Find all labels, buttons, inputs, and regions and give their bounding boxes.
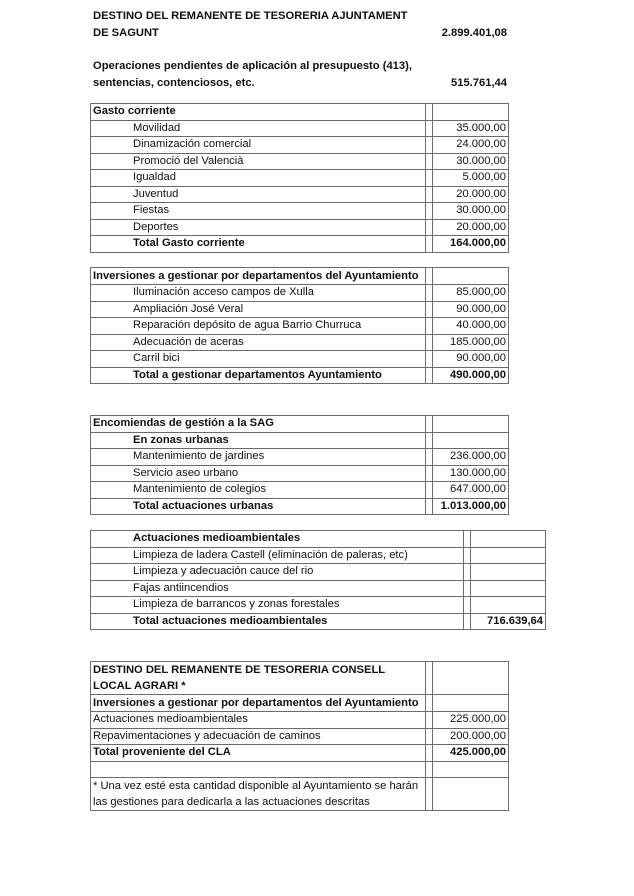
table-row [91, 547, 546, 564]
item-amount: 225.000,00 [433, 712, 509, 729]
table-row [91, 531, 546, 548]
table-row [91, 334, 509, 351]
item-label: Fajas antiincendios [91, 580, 464, 597]
item-label: Movilidad [91, 120, 426, 137]
total-label: Total proveniente del CLA [91, 745, 426, 762]
item-amount: 30.000,00 [433, 153, 509, 170]
item-label: Actuaciones medioambientales [91, 712, 426, 729]
item-amount [471, 597, 546, 614]
inversiones-table [90, 267, 509, 384]
footnote: * Una vez esté esta cantidad disponible al Ayuntamiento se harán las gestiones para dedicarla a las actuaciones descritas [91, 778, 426, 811]
item-label: Igualdad [91, 170, 426, 187]
item-label: Promoció del Valencià [91, 153, 426, 170]
total-amount: 716.639,64 [471, 613, 546, 630]
item-amount: 24.000,00 [433, 137, 509, 154]
table-row [91, 482, 509, 499]
table-row [91, 564, 546, 581]
item-label: Limpieza y adecuación cauce del rio [91, 564, 464, 581]
item-label: Dinamización comercial [91, 137, 426, 154]
table-row [91, 580, 546, 597]
table-row [91, 728, 509, 745]
total-row [91, 236, 509, 253]
item-label: Mantenimiento de colegios [91, 482, 426, 499]
item-label: Juventud [91, 186, 426, 203]
medioambientales-table [90, 530, 546, 630]
item-amount: 20.000,00 [433, 219, 509, 236]
total-amount: 490.000,00 [433, 367, 509, 384]
table-row [91, 104, 509, 121]
section-heading: Encomiendas de gestión a la SAG [91, 416, 426, 433]
section-subheading: En zonas urbanas [91, 432, 426, 449]
item-amount: 185.000,00 [433, 334, 509, 351]
section-heading: DESTINO DEL REMANENTE DE TESORERIA CONSELL LOCAL AGRARI * [91, 662, 426, 695]
table-row [91, 170, 509, 187]
item-label: Carril bici [91, 351, 426, 368]
item-label: Limpieza de barrancos y zonas forestales [91, 597, 464, 614]
total-amount: 1.013.000,00 [433, 498, 509, 515]
item-amount [471, 547, 546, 564]
total-amount: 425.000,00 [433, 745, 509, 762]
empty-row [91, 761, 509, 778]
gasto-corriente-table [90, 103, 509, 253]
table-row [91, 465, 509, 482]
item-amount: 236.000,00 [433, 449, 509, 466]
cla-table [90, 661, 509, 811]
table-row [91, 268, 509, 285]
item-amount: 90.000,00 [433, 301, 509, 318]
item-amount: 200.000,00 [433, 728, 509, 745]
operaciones-block [93, 58, 509, 91]
total-row [91, 498, 509, 515]
item-amount: 30.000,00 [433, 203, 509, 220]
item-label: Deportes [91, 219, 426, 236]
table-row [91, 695, 509, 712]
item-amount: 5.000,00 [433, 170, 509, 187]
item-amount: 20.000,00 [433, 186, 509, 203]
item-label: Iluminación acceso campos de Xulla [91, 285, 426, 302]
total-row [91, 745, 509, 762]
item-amount [471, 580, 546, 597]
table-row [91, 449, 509, 466]
total-label: Total actuaciones medioambientales [91, 613, 464, 630]
total-label: Total a gestionar departamentos Ayuntamiento [91, 367, 426, 384]
table-row [91, 318, 509, 335]
main-title-block [93, 8, 509, 41]
item-label: Reparación depósito de agua Barrio Churruca [91, 318, 426, 335]
table-row [91, 432, 509, 449]
table-row [91, 219, 509, 236]
item-amount: 647.000,00 [433, 482, 509, 499]
table-row [91, 285, 509, 302]
item-label: Mantenimiento de jardines [91, 449, 426, 466]
table-row [91, 203, 509, 220]
section-heading: Gasto corriente [91, 104, 426, 121]
total-row [91, 367, 509, 384]
total-label: Total Gasto corriente [91, 236, 426, 253]
section-subheading: Inversiones a gestionar por departamentos del Ayuntamiento [91, 695, 426, 712]
item-amount [471, 564, 546, 581]
table-row [91, 662, 509, 695]
table-row [91, 301, 509, 318]
item-label: Fiestas [91, 203, 426, 220]
section-heading: Inversiones a gestionar por departamentos del Ayuntamiento [91, 268, 426, 285]
table-row [91, 351, 509, 368]
operaciones-amount: 515.761,44 [451, 76, 507, 89]
item-label: Ampliación José Veral [91, 301, 426, 318]
main-title: DESTINO DEL REMANENTE DE TESORERIA AJUNTAMENT DE SAGUNT [93, 10, 408, 39]
footnote-row [91, 778, 509, 811]
total-amount: 164.000,00 [433, 236, 509, 253]
item-label: Servicio aseo urbano [91, 465, 426, 482]
item-amount: 90.000,00 [433, 351, 509, 368]
table-row [91, 120, 509, 137]
total-row [91, 613, 546, 630]
table-row [91, 597, 546, 614]
item-amount: 35.000,00 [433, 120, 509, 137]
operaciones-label: Operaciones pendientes de aplicación al presupuesto (413), sentencias, contenciosos, etc. [93, 60, 412, 89]
table-row [91, 416, 509, 433]
total-label: Total actuaciones urbanas [91, 498, 426, 515]
item-amount: 130.000,00 [433, 465, 509, 482]
main-title-amount: 2.899.401,08 [441, 26, 507, 39]
item-amount: 85.000,00 [433, 285, 509, 302]
encomiendas-table [90, 415, 509, 515]
item-amount: 40.000,00 [433, 318, 509, 335]
table-row [91, 186, 509, 203]
section-heading: Actuaciones medioambientales [91, 531, 464, 548]
table-row [91, 712, 509, 729]
item-label: Repavimentaciones y adecuación de caminos [91, 728, 426, 745]
table-row [91, 137, 509, 154]
item-label: Adecuación de aceras [91, 334, 426, 351]
item-label: Limpieza de ladera Castell (eliminación de paleras, etc) [91, 547, 464, 564]
table-row [91, 153, 509, 170]
